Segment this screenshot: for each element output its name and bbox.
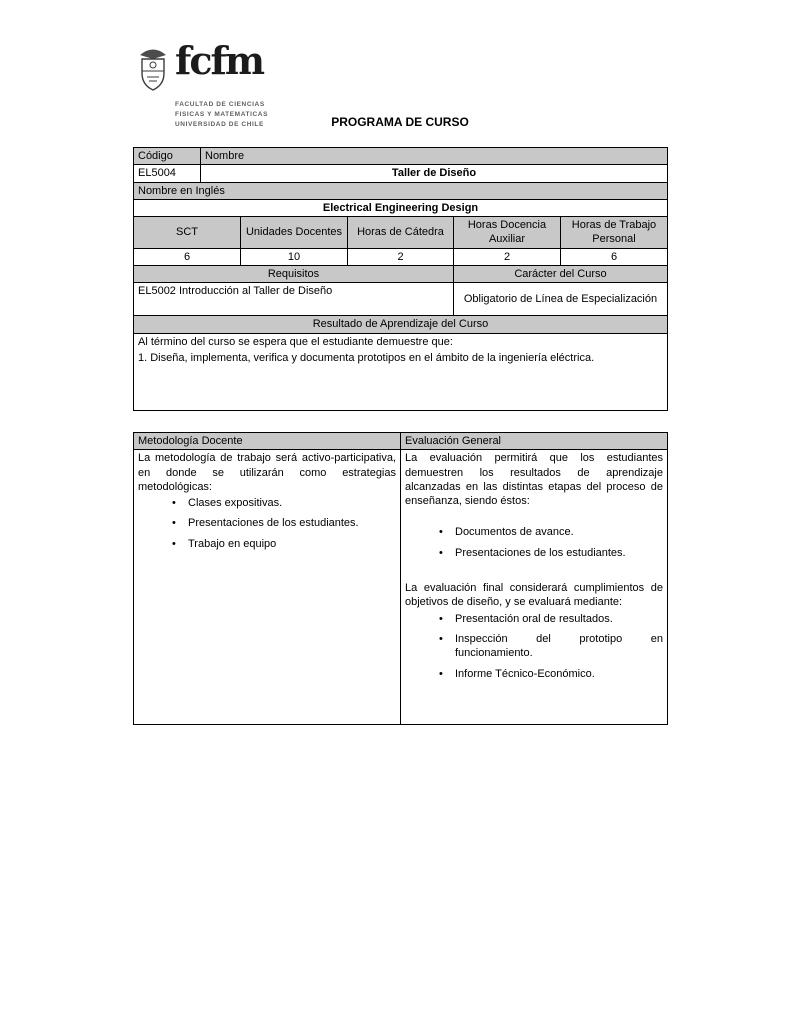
resultado-value-cell — [134, 333, 668, 410]
evaluacion-header-cell: Evaluación General — [401, 433, 668, 450]
list-item: • Presentación oral de resultados. — [439, 612, 613, 625]
codigo-value-cell: EL5004 — [134, 165, 201, 182]
requisitos-label-cell: Requisitos — [134, 266, 454, 283]
blank-line — [405, 510, 663, 525]
metodologia-body-cell — [134, 450, 401, 725]
list-item: • Informe Técnico-Económico. — [439, 667, 595, 680]
resultado-intro-text: Al término del curso se espera que el estudiante demuestre que: — [138, 335, 453, 348]
list-item: • Trabajo en equipo — [172, 537, 277, 550]
blank-line — [405, 566, 663, 581]
list-item: • Documentos de avance. — [439, 526, 574, 539]
faculty-name-line-1: FACULTAD DE CIENCIAS — [175, 101, 265, 108]
evaluacion-body-cell — [401, 450, 668, 725]
unidades-docentes-value-cell: 10 — [241, 248, 348, 265]
list-item: • Clases expositivas. — [172, 497, 283, 510]
nombre-value-cell: Taller de Diseño — [201, 165, 668, 182]
evaluacion-bullet-list-1 — [405, 525, 663, 560]
nombre-ingles-label-cell: Nombre en Inglés — [134, 182, 668, 199]
faculty-name-line-2: FISICAS Y MATEMATICAS — [175, 110, 269, 118]
metodologia-intro-text: La metodología de trabajo será activo-participativa, en donde se utilizarán como estrategias metodológicas: — [138, 452, 396, 493]
fcfm-wordmark: fcfm — [175, 38, 264, 83]
horas-docencia-auxiliar-header-cell: Horas Docencia Auxiliar — [454, 217, 561, 249]
horas-docencia-auxiliar-value-cell: 2 — [454, 248, 561, 265]
bullet-icon: • — [172, 517, 176, 530]
evaluacion-bullet-list-2 — [405, 612, 663, 681]
evaluacion-intro-text: La evaluación permitirá que los estudiantes demuestren los resultados de aprendizaje alcanzadas en las distintas etapas del proceso de enseñanza, siendo éstos: — [405, 452, 663, 508]
horas-catedra-header-cell: Horas de Cátedra — [348, 217, 454, 249]
metodologia-bullet-list — [138, 496, 396, 551]
nombre-label-cell: Nombre — [201, 148, 668, 165]
horas-trabajo-personal-value-cell: 6 — [561, 248, 668, 265]
bullet-icon: • — [172, 537, 176, 550]
faculty-name-line-3: UNIVERSIDAD DE CHILE — [175, 120, 264, 128]
sct-header-cell: SCT — [134, 217, 241, 249]
page-title: PROGRAMA DE CURSO — [331, 115, 469, 129]
bullet-icon: • — [439, 612, 443, 625]
horas-catedra-value-cell: 2 — [348, 248, 454, 265]
caracter-value-cell: Obligatorio de Línea de Especialización — [454, 283, 668, 316]
list-item: • Presentaciones de los estudiantes. — [172, 517, 359, 530]
bullet-icon: • — [439, 632, 443, 645]
resultado-item-text: 1. Diseña, implementa, verifica y documenta prototipos en el ámbito de la ingeniería eléctrica. — [138, 351, 595, 364]
horas-trabajo-personal-header-cell: Horas de Trabajo Personal — [561, 217, 668, 249]
evaluacion-final-text: La evaluación final considerará cumplimientos de objetivos de diseño, y se evaluará mediante: — [405, 582, 663, 609]
caracter-label-cell: Carácter del Curso — [454, 266, 668, 283]
bullet-icon: • — [439, 546, 443, 559]
bullet-icon: • — [439, 667, 443, 680]
list-item: • Presentaciones de los estudiantes. — [439, 546, 626, 559]
nombre-ingles-value-cell: Electrical Engineering Design — [134, 199, 668, 216]
bullet-icon: • — [439, 526, 443, 539]
course-info-table — [133, 147, 668, 411]
list-item: • Inspección del prototipo en funcionamiento. — [439, 632, 663, 660]
unidades-docentes-header-cell: Unidades Docentes — [241, 217, 348, 249]
requisitos-value-cell: EL5002 Introducción al Taller de Diseño — [134, 283, 454, 316]
methodology-evaluation-table — [133, 432, 668, 725]
metodologia-header-cell: Metodología Docente — [134, 433, 401, 450]
sct-value-cell: 6 — [134, 248, 241, 265]
resultado-label-cell: Resultado de Aprendizaje del Curso — [134, 316, 668, 333]
bullet-icon: • — [172, 497, 176, 510]
university-crest-icon — [136, 44, 170, 94]
codigo-label-cell: Código — [134, 148, 201, 165]
